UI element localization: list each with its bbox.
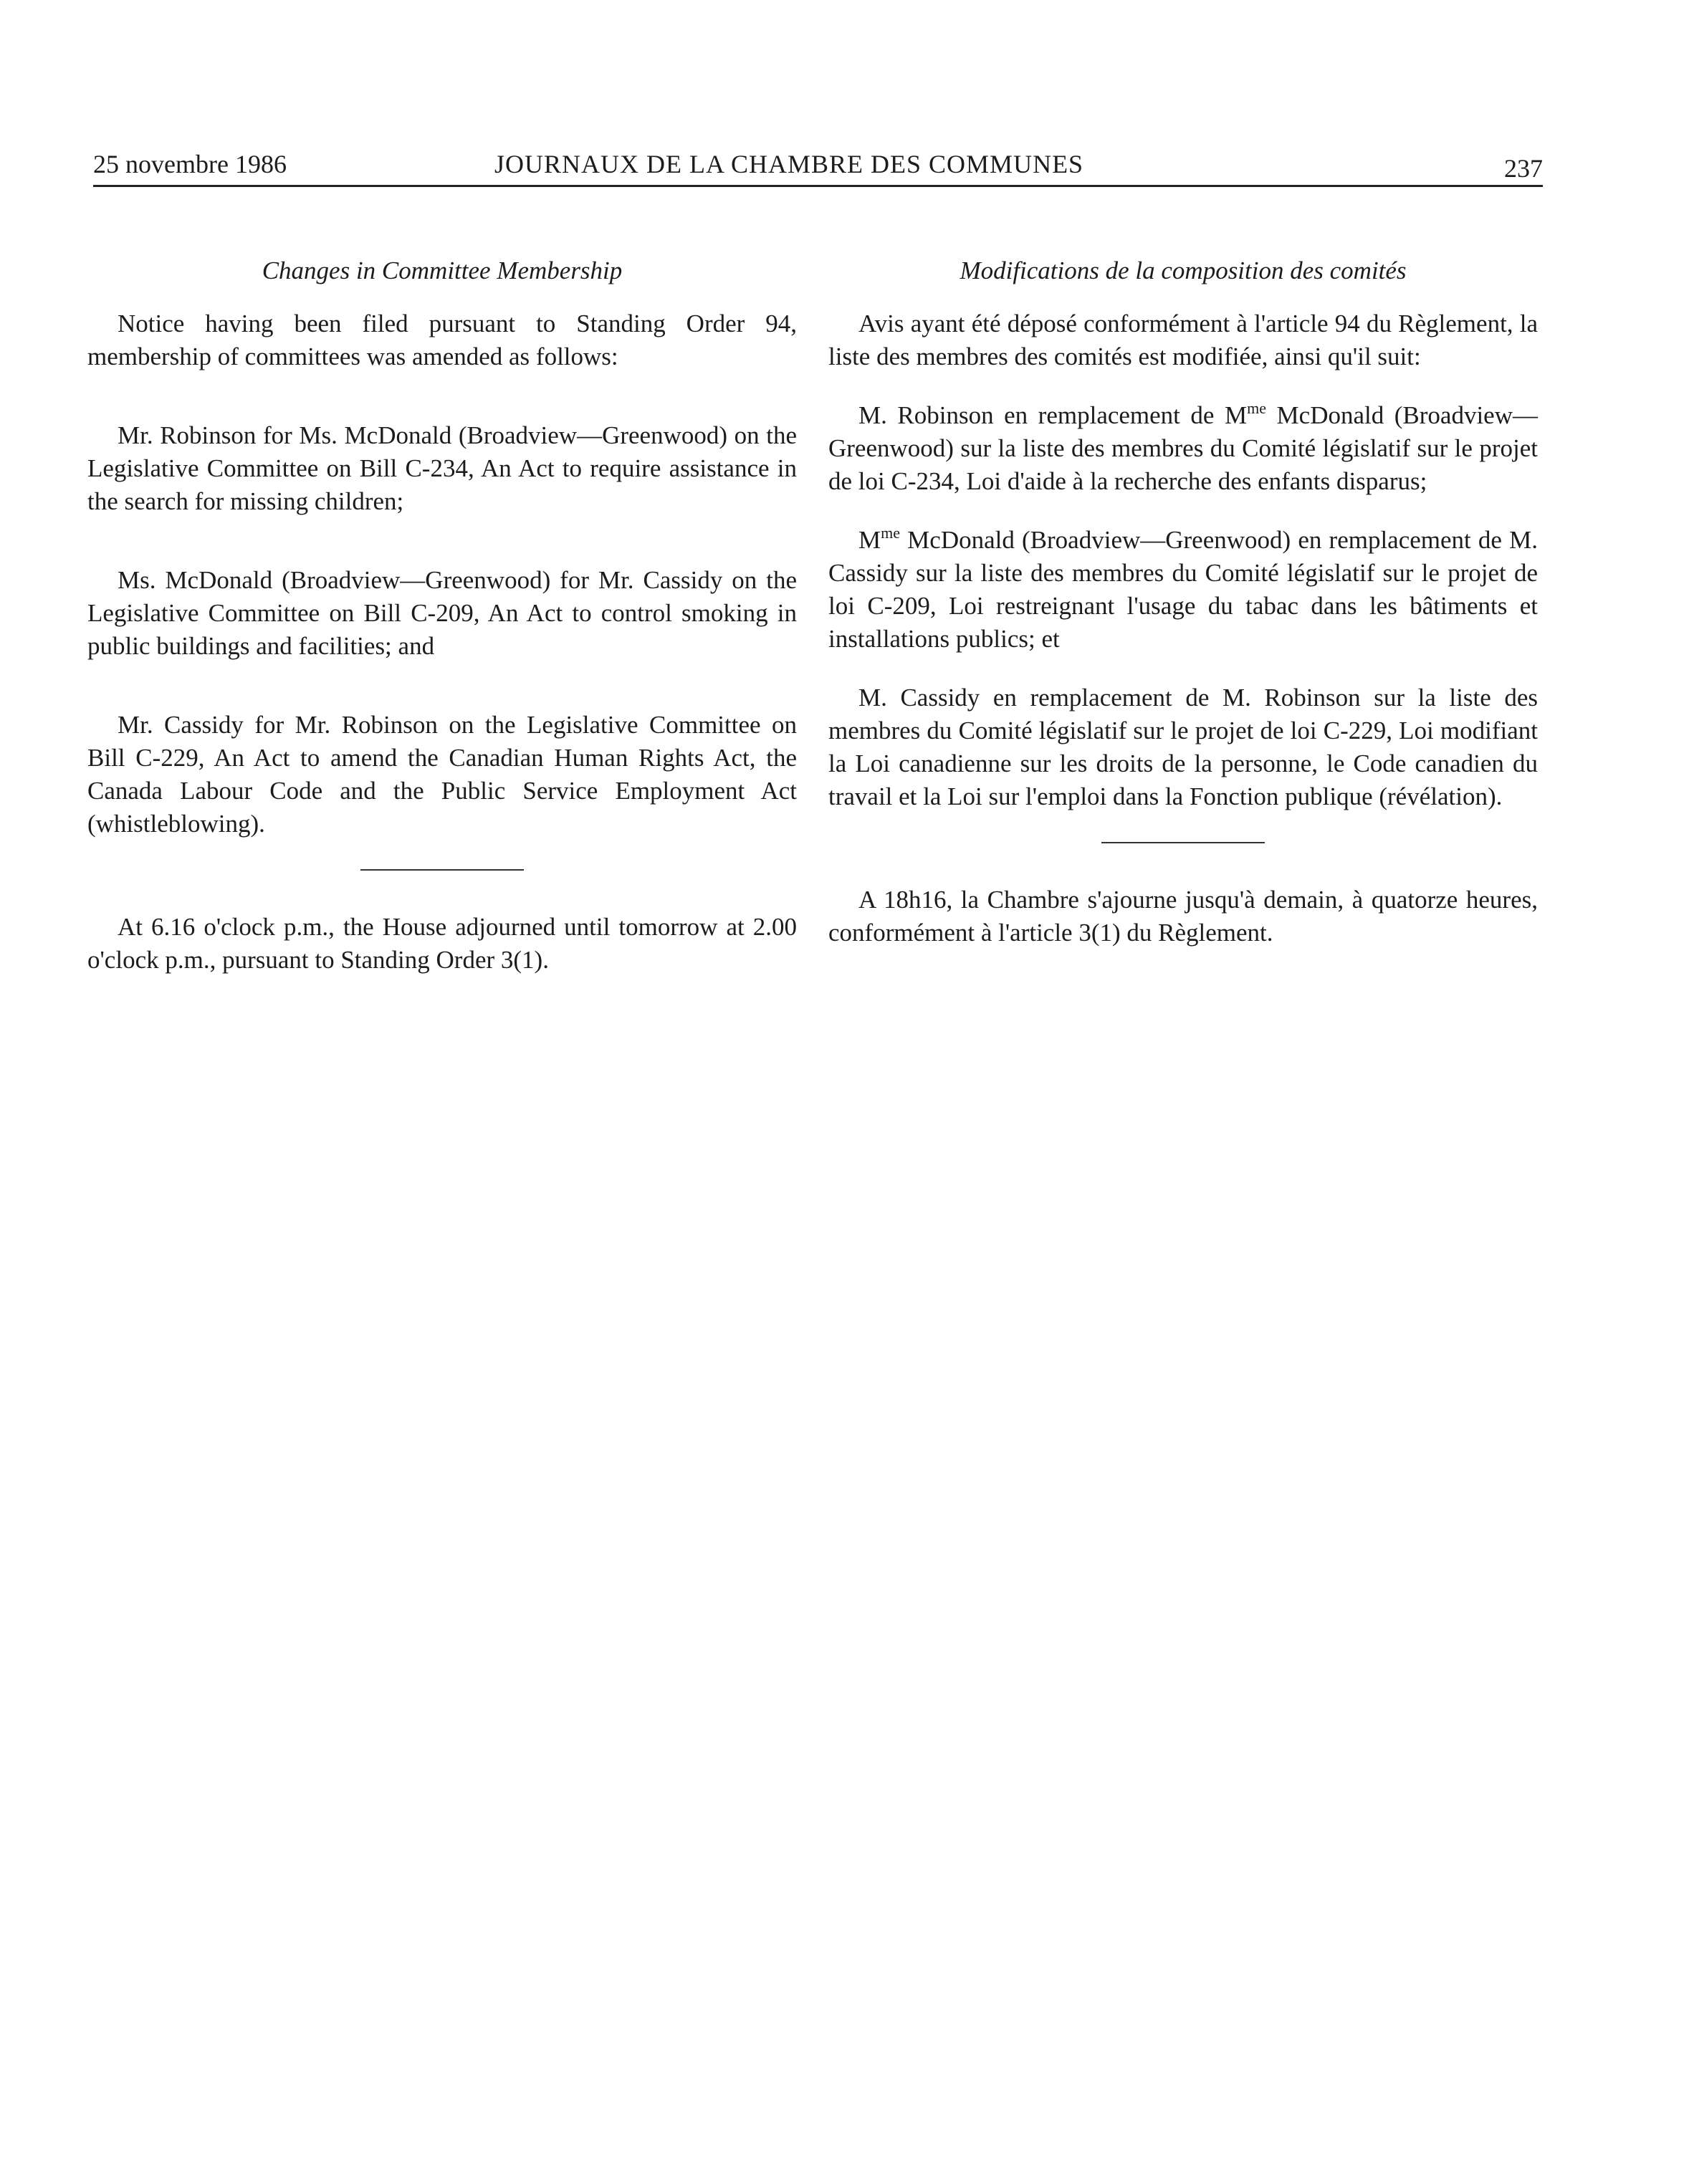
- page-number: 237: [1504, 154, 1543, 183]
- french-item-2-rest: McDonald (Broadview—Greenwood) en remplacement de M. Cassidy sur la liste des membres du Comité législatif sur le projet de loi C-209, Loi restreignant l'usage du tabac dans les bâtiments et installations publics; et: [828, 526, 1538, 653]
- french-item-1-start: M. Robinson en remplacement de M: [858, 401, 1248, 429]
- english-adjournment: At 6.16 o'clock p.m., the House adjourned until tomorrow at 2.00 o'clock p.m., pursuant to Standing Order 3(1).: [87, 913, 797, 974]
- french-heading: Modifications de la composition des comités: [960, 257, 1407, 284]
- english-intro: Notice having been filed pursuant to Standing Order 94, membership of committees was amended as follows:: [87, 310, 797, 370]
- french-intro: Avis ayant été déposé conformément à l'article 94 du Règlement, la liste des membres des comités est modifiée, ainsi qu'il suit:: [828, 310, 1538, 370]
- english-heading: Changes in Committee Membership: [262, 257, 623, 284]
- english-item-3: Mr. Cassidy for Mr. Robinson on the Legislative Committee on Bill C-229, An Act to amend the Canadian Human Rights Act, the Canada Labour Code and the Public Service Employment Act (whistleblowing).: [87, 711, 797, 838]
- french-adjournment: A 18h16, la Chambre s'ajourne jusqu'à demain, à quatorze heures, conformément à l'article 3(1) du Règlement.: [828, 886, 1538, 947]
- english-section-divider: [360, 869, 524, 871]
- french-item-1: [828, 399, 1538, 498]
- french-item-1-rest: McDonald (Broadview—Greenwood) sur la liste des membres du Comité législatif sur le projet de loi C-234, Loi d'aide à la recherche des enfants disparus;: [828, 401, 1538, 495]
- english-item-2: Ms. McDonald (Broadview—Greenwood) for Mr. Cassidy on the Legislative Committee on Bill C-209, An Act to control smoking in public buildings and facilities; and: [87, 566, 797, 660]
- header-date: 25 novembre 1986: [93, 150, 287, 178]
- french-item-1-superscript: me: [1247, 399, 1267, 417]
- french-section-divider: [1101, 842, 1265, 843]
- english-item-1: Mr. Robinson for Ms. McDonald (Broadview—Greenwood) on the Legislative Committee on Bill C-234, An Act to require assistance in the search for missing children;: [87, 421, 797, 515]
- french-item-2-superscript: me: [881, 524, 901, 542]
- english-column: [87, 254, 797, 1002]
- french-item-2-start: M: [858, 526, 881, 554]
- header-journal-title: JOURNAUX DE LA CHAMBRE DES COMMUNES: [494, 150, 1084, 178]
- french-item-3: M. Cassidy en remplacement de M. Robinson sur la liste des membres du Comité législatif sur le projet de loi C-229, Loi modifiant la Loi canadienne sur les droits de la personne, le Code canadien du travail et la Loi sur l'emploi dans la Fonction publique (révélation).: [828, 684, 1538, 810]
- french-column: [828, 254, 1538, 975]
- page-header: [93, 143, 1543, 187]
- french-item-2: [828, 524, 1538, 656]
